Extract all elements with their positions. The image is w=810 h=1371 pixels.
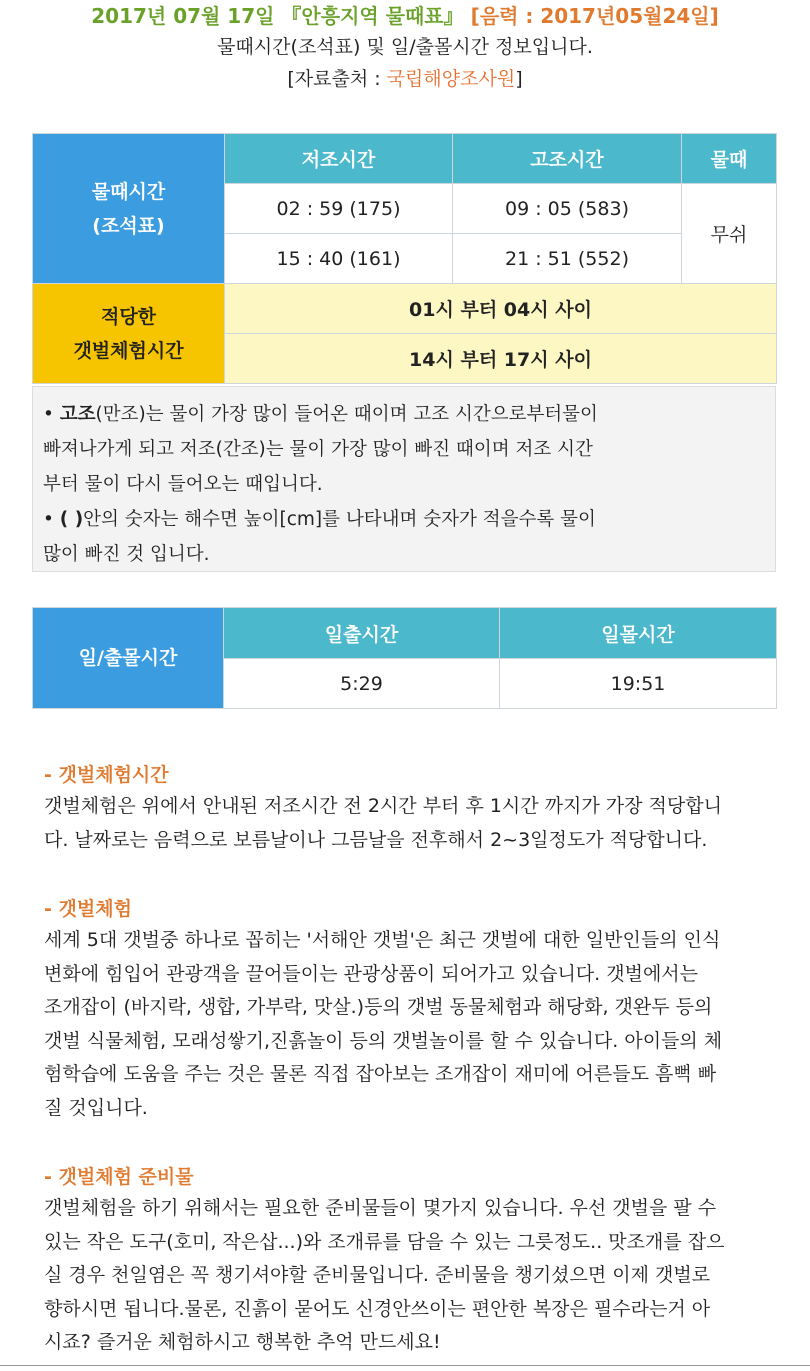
mudflat-1-start: 01 <box>409 299 436 321</box>
col-tide-name: 물때 <box>682 134 777 184</box>
high-tide-1: 09 : 05 (583) <box>453 184 682 234</box>
body-line: 갯벌체험은 위에서 안내된 저조시간 전 2시간 부터 후 1시간 까지가 가장 적당합니 <box>44 795 722 817</box>
note-1-line-1 <box>43 397 765 432</box>
note-2-line-2: 많이 빠진 것 입니다. <box>43 544 210 565</box>
bullet: • <box>43 404 60 425</box>
page-title <box>0 4 810 28</box>
source-suffix: ] <box>515 68 523 90</box>
mudflat-1-tail: 시 사이 <box>530 299 592 321</box>
note-1-bold: 고조 <box>59 404 96 425</box>
body-line: 갯벌 식물체험, 모래성쌓기,진흙놀이 등의 갯벌놀이를 할 수 있습니다. 아이들의 체 <box>44 1029 723 1052</box>
source-link[interactable]: 국립해양조사원 <box>386 68 516 90</box>
body-line: 질 것입니다. <box>44 1096 148 1119</box>
col-sunrise: 일출시간 <box>224 608 500 659</box>
high-tide-2: 21 : 51 (552) <box>453 234 682 284</box>
mudflat-2-mid: 시 부터 <box>435 349 504 371</box>
col-low-tide: 저조시간 <box>225 134 453 184</box>
source-prefix: [자료출처 : <box>287 68 387 90</box>
section-title: - 갯벌체험시간 <box>44 764 169 786</box>
low-tide-2: 15 : 40 (161) <box>225 234 453 284</box>
body-line: 변화에 힘입어 관광객을 끌어들이는 관광상품이 되어가고 있습니다. 갯벌에서는 <box>44 962 699 985</box>
sunrise-time: 5:29 <box>224 659 500 709</box>
note-2-bold: ( ) <box>59 509 84 530</box>
section-mudflat-time <box>44 760 784 857</box>
body-line: 험학습에 도움을 주는 것은 물론 직접 잡아보는 조개잡이 재미에 어른들도 흠뻑 빠 <box>44 1063 717 1085</box>
body-line: 시죠? 즐거운 체험하시고 행복한 추억 만드세요! <box>44 1331 441 1353</box>
sun-table <box>32 607 777 709</box>
col-high-tide: 고조시간 <box>453 134 682 184</box>
tide-row-label <box>33 134 225 284</box>
mudflat-2-end: 17 <box>503 349 531 371</box>
tide-row-label-2: (조석표) <box>92 214 165 237</box>
lunar-date: [음력 : 2017년05월24일] <box>470 4 719 28</box>
sunset-time: 19:51 <box>500 659 777 709</box>
tide-name: 무쉬 <box>682 184 777 284</box>
note-1-line-2: 빠져나가게 되고 저조(간조)는 물이 가장 많이 빠진 때이며 저조 시간 <box>43 439 593 460</box>
body-line: 조개잡이 (바지락, 생합, 가부락, 맛살.)등의 갯벌 동물체험과 해당화, 갯완두 등의 <box>44 996 713 1018</box>
mudflat-label-2: 갯벌체험시간 <box>73 339 184 362</box>
tide-notes <box>32 386 776 572</box>
source-line <box>0 66 810 92</box>
section-body <box>44 790 784 857</box>
page-subtitle: 물때시간(조석표) 및 일/출몰시간 정보입니다. <box>217 36 593 58</box>
section-body <box>44 924 784 1125</box>
body-line: 다. 날짜로는 음력으로 보름날이나 그믐날을 전후해서 2~3일정도가 적당합니다. <box>44 828 708 851</box>
bottom-divider <box>0 1365 810 1366</box>
tide-table <box>32 133 777 384</box>
note-1-text: (만조)는 물이 가장 많이 들어온 때이며 고조 시간으로부터물이 <box>95 404 598 425</box>
section-title: - 갯벌체험 준비물 <box>44 1166 194 1188</box>
bullet: • <box>43 509 60 530</box>
body-line: 세계 5대 갯벌중 하나로 꼽히는 '서해안 갯벌'은 최근 갯벌에 대한 일반인들의 인식 <box>44 929 721 951</box>
section-mudflat-experience <box>44 894 784 1125</box>
mudflat-label-1: 적당한 <box>100 305 157 328</box>
section-body <box>44 1192 784 1360</box>
body-line: 갯벌체험을 하기 위해서는 필요한 준비물들이 몇가지 있습니다. 우선 갯벌을 팔 수 <box>44 1197 717 1219</box>
note-2-line-1 <box>43 502 765 537</box>
note-1-line-3: 부터 물이 다시 들어오는 때입니다. <box>43 474 323 495</box>
low-tide-1: 02 : 59 (175) <box>225 184 453 234</box>
mudflat-time-label <box>33 284 225 384</box>
date-title: 2017년 07월 17일 『안흥지역 물때표』 <box>91 4 464 28</box>
mudflat-time-2 <box>225 334 777 384</box>
sun-row-label: 일/출몰시간 <box>33 608 224 709</box>
mudflat-2-tail: 시 사이 <box>530 349 592 371</box>
mudflat-2-start: 14 <box>409 349 436 371</box>
col-sunset: 일몰시간 <box>500 608 777 659</box>
page-header <box>0 4 810 92</box>
body-line: 실 경우 천일염은 꼭 챙기셔야할 준비물입니다. 준비물을 챙기셨으면 이제 갯벌로 <box>44 1264 711 1286</box>
mudflat-1-mid: 시 부터 <box>435 299 504 321</box>
body-line: 향하시면 됩니다.물론, 진흙이 묻어도 신경안쓰이는 편안한 복장은 필수라는거 아 <box>44 1297 711 1320</box>
section-title: - 갯벌체험 <box>44 898 132 920</box>
section-mudflat-supplies <box>44 1162 784 1360</box>
note-2-text: 안의 숫자는 해수면 높이[cm]를 나타내며 숫자가 적을수록 물이 <box>83 509 596 530</box>
body-line: 있는 작은 도구(호미, 작은삽...)와 조개류를 담을 수 있는 그릇정도.. 맛조개를 잡으 <box>44 1230 725 1253</box>
mudflat-1-end: 04 <box>503 299 531 321</box>
mudflat-time-1 <box>225 284 777 334</box>
tide-row-label-1: 물때시간 <box>91 180 166 203</box>
